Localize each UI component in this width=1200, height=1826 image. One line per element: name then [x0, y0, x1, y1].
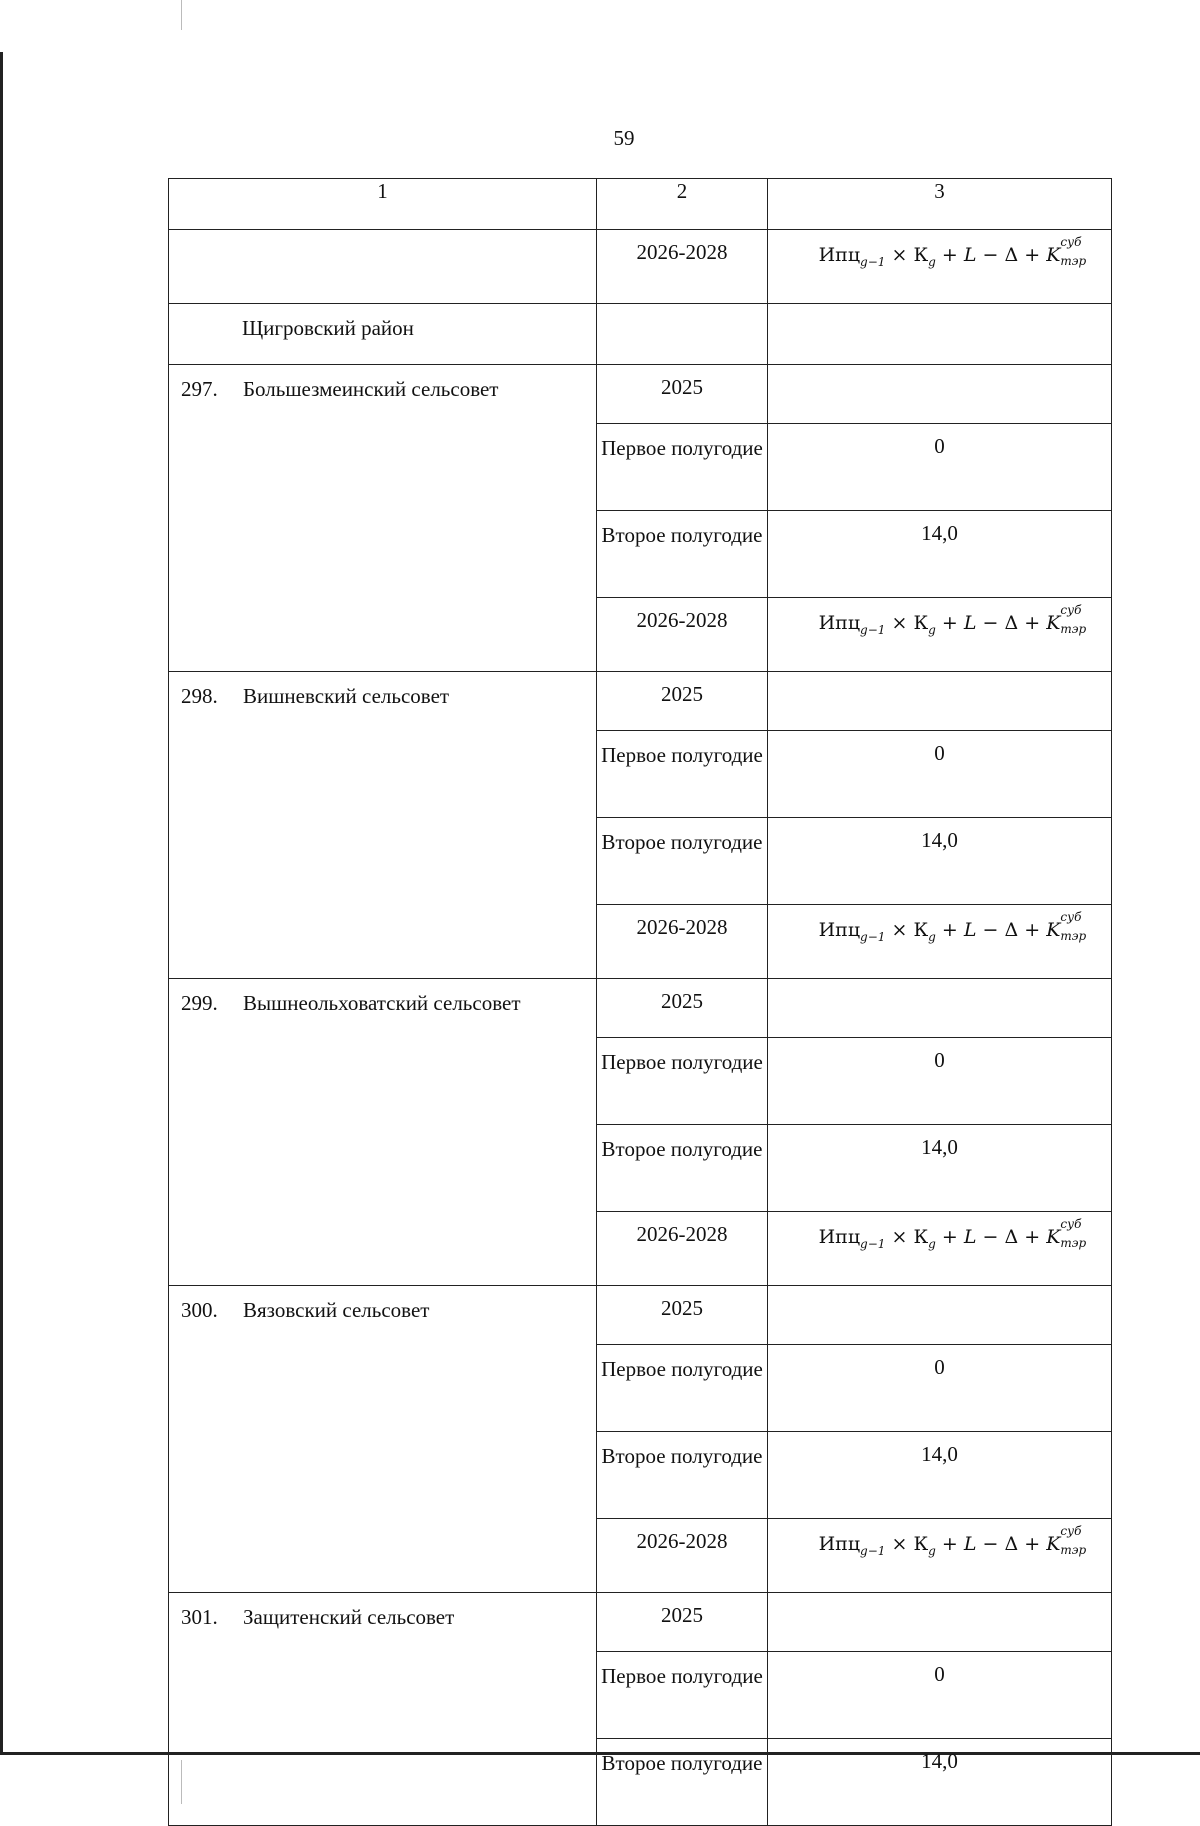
period-cell: Первое полугодие: [597, 1038, 768, 1125]
value-cell: 0: [768, 1652, 1112, 1739]
empty-cell: [169, 230, 597, 304]
value-cell: 14,0: [768, 1432, 1112, 1519]
header-row: [169, 179, 1112, 230]
empty-cell: [597, 304, 768, 365]
value-cell: 14,0: [768, 818, 1112, 905]
entry-row: [169, 365, 1112, 424]
formula-plus-l: + L: [941, 919, 977, 941]
formula-k: К: [913, 244, 929, 266]
formula-minus-delta: − Δ +: [982, 612, 1041, 634]
formula-k-ter-sup: суб: [1060, 1217, 1082, 1231]
period-cell: Второе полугодие: [597, 1739, 768, 1826]
district-row: [169, 304, 1112, 365]
entry-name: Вязовский сельсовет: [243, 1298, 430, 1322]
formula-times: ×: [891, 1533, 908, 1555]
period-cell: 2026-2028: [597, 598, 768, 672]
formula-cell: [768, 905, 1112, 979]
period-cell: Первое полугодие: [597, 1345, 768, 1432]
formula-k-ter-sub: тэр: [1060, 929, 1087, 943]
formula-minus-delta: − Δ +: [982, 244, 1041, 266]
formula-ipc-sub: g−1: [860, 1236, 886, 1251]
period-cell: 2025: [597, 1286, 768, 1345]
empty-cell: [768, 672, 1112, 731]
formula-k-sub: g: [928, 1236, 936, 1251]
entry-name: Вышнеольховатский сельсовет: [243, 991, 521, 1015]
period-cell: Первое полугодие: [597, 1652, 768, 1739]
continuation-row: [169, 230, 1112, 304]
formula-k-ter-base: K: [1046, 612, 1061, 634]
entry-name-cell: [169, 1286, 597, 1593]
formula-k-sub: g: [928, 1543, 936, 1558]
formula-k-ter-base: K: [1046, 1533, 1061, 1555]
entry-name: Вишневский сельсовет: [243, 684, 450, 708]
value-cell: 0: [768, 1038, 1112, 1125]
formula-k-ter-sup: суб: [1060, 1524, 1082, 1538]
entry-number: 301.: [181, 1605, 218, 1629]
formula-ipc: Ипц: [818, 1533, 861, 1555]
period-cell: 2026-2028: [597, 1212, 768, 1286]
period-cell: Второе полугодие: [597, 1432, 768, 1519]
entry-name-cell: [169, 365, 597, 672]
formula-k-ter-base: K: [1046, 1226, 1061, 1248]
formula-ipc: Ипц: [818, 919, 861, 941]
formula-k-ter: [1046, 1217, 1087, 1250]
formula-plus-l: + L: [941, 1226, 977, 1248]
formula-cell: [768, 230, 1112, 304]
empty-cell: [768, 304, 1112, 365]
formula-plus-l: + L: [941, 244, 977, 266]
district-name: Щигровский район: [169, 304, 597, 365]
formula-ipc-sub: g−1: [860, 254, 886, 269]
period-cell: 2025: [597, 365, 768, 424]
period-cell: 2025: [597, 1593, 768, 1652]
entry-row: [169, 979, 1112, 1038]
tariff-table: [168, 178, 1112, 1826]
header-col-3: 3: [768, 179, 1112, 230]
page-number: 59: [613, 126, 635, 150]
formula-k-ter: [1046, 603, 1087, 636]
empty-cell: [768, 1593, 1112, 1652]
formula-k-sub: g: [928, 929, 936, 944]
entry-name: Большезмеинский сельсовет: [243, 377, 499, 401]
formula-k: К: [913, 612, 929, 634]
empty-cell: [768, 979, 1112, 1038]
empty-cell: [768, 1286, 1112, 1345]
formula-k-ter-sub: тэр: [1060, 1543, 1087, 1557]
empty-cell: [768, 365, 1112, 424]
formula-k: К: [913, 1226, 929, 1248]
period-cell: 2026-2028: [597, 230, 768, 304]
formula-k-ter-sup: суб: [1060, 603, 1082, 617]
formula-k-ter-sub: тэр: [1060, 1236, 1087, 1250]
value-cell: 14,0: [768, 1739, 1112, 1826]
period-cell: 2026-2028: [597, 1519, 768, 1593]
entry-row: [169, 1593, 1112, 1652]
entry-name-cell: [169, 979, 597, 1286]
formula-k-ter-sup: суб: [1060, 235, 1082, 249]
period-cell: Первое полугодие: [597, 731, 768, 818]
formula-k-ter-sub: тэр: [1060, 254, 1087, 268]
scan-mark-top: [181, 0, 182, 30]
entry-number: 297.: [181, 377, 218, 401]
period-cell: Второе полугодие: [597, 1125, 768, 1212]
formula-minus-delta: − Δ +: [982, 919, 1041, 941]
formula-times: ×: [891, 244, 908, 266]
entry-name-cell: [169, 672, 597, 979]
entry-row: [169, 1286, 1112, 1345]
formula-ipc: Ипц: [818, 612, 861, 634]
formula-k-sub: g: [928, 622, 936, 637]
period-cell: 2026-2028: [597, 905, 768, 979]
period-cell: Второе полугодие: [597, 511, 768, 598]
value-cell: 0: [768, 424, 1112, 511]
entry-number: 299.: [181, 991, 218, 1015]
formula-times: ×: [891, 612, 908, 634]
formula-cell: [768, 1212, 1112, 1286]
formula-k: К: [913, 919, 929, 941]
formula-plus-l: + L: [941, 1533, 977, 1555]
period-cell: Первое полугодие: [597, 424, 768, 511]
period-cell: 2025: [597, 979, 768, 1038]
entry-name-cell: [169, 1593, 597, 1826]
formula-minus-delta: − Δ +: [982, 1533, 1041, 1555]
formula-times: ×: [891, 919, 908, 941]
formula-ipc-sub: g−1: [860, 622, 886, 637]
entry-number: 300.: [181, 1298, 218, 1322]
value-cell: 14,0: [768, 1125, 1112, 1212]
formula-times: ×: [891, 1226, 908, 1248]
period-cell: 2025: [597, 672, 768, 731]
period-cell: Второе полугодие: [597, 818, 768, 905]
formula-k-ter-sub: тэр: [1060, 622, 1087, 636]
header-col-1: 1: [169, 179, 597, 230]
formula-plus-l: + L: [941, 612, 977, 634]
formula-ipc-sub: g−1: [860, 1543, 886, 1558]
formula-k-ter: [1046, 235, 1087, 268]
formula-k-ter-sup: суб: [1060, 910, 1082, 924]
value-cell: 0: [768, 1345, 1112, 1432]
formula-ipc: Ипц: [818, 244, 861, 266]
formula-ipc: Ипц: [818, 1226, 861, 1248]
value-cell: 0: [768, 731, 1112, 818]
formula-k-ter-base: K: [1046, 919, 1061, 941]
formula-cell: [768, 598, 1112, 672]
formula-k-ter: [1046, 910, 1087, 943]
header-col-2: 2: [597, 179, 768, 230]
entry-row: [169, 672, 1112, 731]
entry-name: Защитенский сельсовет: [243, 1605, 455, 1629]
value-cell: 14,0: [768, 511, 1112, 598]
formula-k-ter: [1046, 1524, 1087, 1557]
scan-border-left: [0, 52, 3, 1752]
formula-k-sub: g: [928, 254, 936, 269]
entry-number: 298.: [181, 684, 218, 708]
formula-cell: [768, 1519, 1112, 1593]
formula-ipc-sub: g−1: [860, 929, 886, 944]
formula-k-ter-base: K: [1046, 244, 1061, 266]
formula-minus-delta: − Δ +: [982, 1226, 1041, 1248]
formula-k: К: [913, 1533, 929, 1555]
